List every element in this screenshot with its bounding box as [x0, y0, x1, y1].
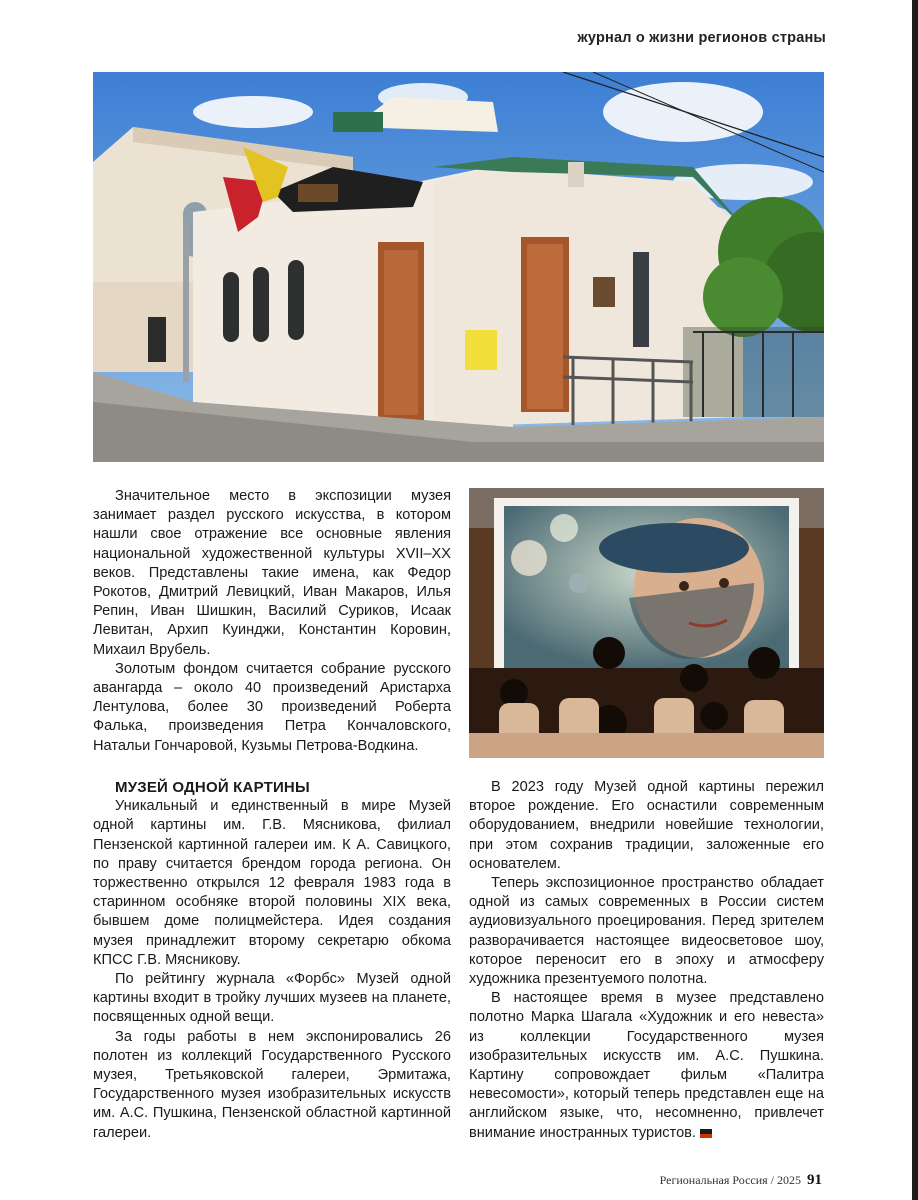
museum-building-photo	[93, 72, 824, 462]
final-paragraph-text: В настоящее время в музее представлено полотно Марка Шагала «Художник и его невеста» из коллекции Государственного музея изобразительных искусств им. А.С. Пушкина. Картину сопровождает фильм «Палитра невесомости», который теперь представлен еще на английском языке, что, несомненно, привлечет внимание иностранных туристов.	[469, 990, 824, 1141]
body-paragraph: Теперь экспозиционное пространство обладает одной из самых современных в России систем аудиовизуального проецирования. Перед зрителем разворачивается настоящее видеосветовое шоу, которое переносит его в эпоху и атмосферу художника презентуемого полотна.	[469, 875, 824, 988]
right-column	[469, 778, 824, 1143]
body-paragraph-final	[469, 989, 824, 1143]
intro-paragraph: Значительное место в экспозиции музея занимает раздел русского искусства, в котором нашли свое отражение все основные явления национальной художественной культуры XVII–XX веков. Представлены такие имена, как Федор Рокотов, Дмитрий Левицкий, Иван Макаров, Илья Репин, Иван Шишкин, Василий Суриков, Исаак Левитан, Архип Куинджи, Константин Коровин, Михаил Врубель.	[93, 488, 451, 658]
body-paragraph: Уникальный и единственный в мире Музей одной картины им. Г.В. Мясникова, филиал Пензенской картинной галереи им. К А. Савицкого, по праву считается брендом города региона. Он торжественно открылся 12 февраля 1983 года в старинном особняке второй половины XIX века, бывшем доме полицмейстера. Идея создания музея принадлежит второму секретарю обкома КПСС Г.В. Мясникову.	[93, 798, 451, 968]
left-column	[93, 778, 451, 1143]
magazine-header: журнал о жизни регионов страны	[577, 30, 826, 46]
body-paragraph: По рейтингу журнала «Форбс» Музей одной картины входит в тройку лучших музеев на планете, посвященных одной вещи.	[93, 971, 451, 1026]
magazine-name: Региональная Россия / 2025	[659, 1173, 801, 1187]
section-title: МУЗЕЙ ОДНОЙ КАРТИНЫ	[115, 779, 310, 796]
museum-cinema-hall-photo	[469, 488, 824, 758]
page-edge	[912, 0, 918, 1200]
page-footer	[660, 1172, 822, 1189]
page-number: 91	[807, 1172, 822, 1188]
intro-paragraph: Золотым фондом считается собрание русского авангарда – около 40 произведений Аристарха Лентулова, более 30 произведений Роберта Фалька, произведения Петра Кончаловского, Натальи Гончаровой, Кузьмы Петрова-Водкина.	[93, 660, 451, 754]
body-paragraph: За годы работы в нем экспонировались 26 полотен из коллекций Государственного Русского музея, Третьяковской галереи, Эрмитажа, Государственного музея изобразительных искусств им. А.С. Пушкина, Пензенской областной картинной галереи.	[93, 1028, 451, 1141]
body-paragraph: В 2023 году Музей одной картины пережил второе рождение. Его оснастили современным оборудованием, внедрили новейшие технологии, при этом сохранив традиции, заложенные его основателем.	[469, 779, 824, 872]
intro-text	[93, 487, 451, 756]
end-of-article-icon	[700, 1129, 712, 1138]
